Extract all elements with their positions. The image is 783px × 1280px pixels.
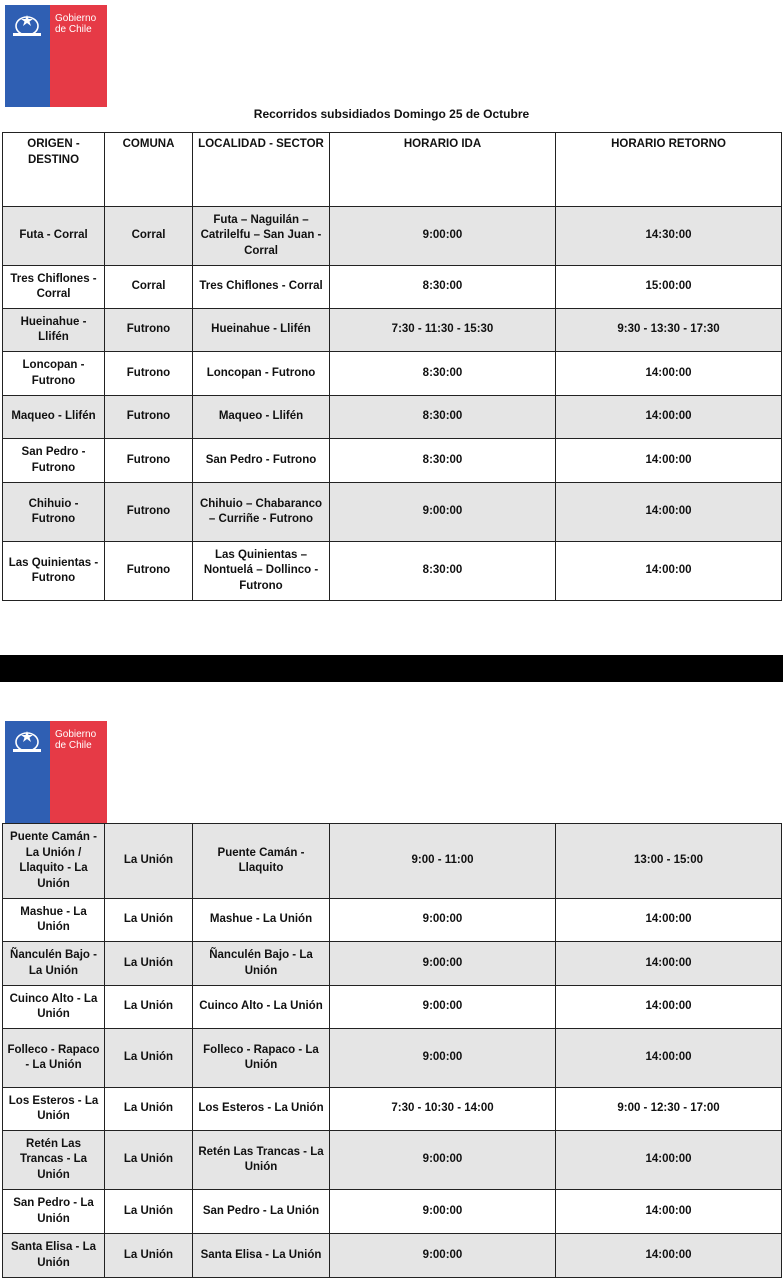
table-cell: 8:30:00 (330, 266, 556, 309)
table-cell: Los Esteros - La Unión (3, 1088, 105, 1131)
table-cell: La Unión (105, 899, 193, 942)
table-cell: 14:00:00 (556, 396, 782, 439)
table-cell: 14:00:00 (556, 986, 782, 1029)
table-cell: San Pedro - La Unión (3, 1190, 105, 1234)
table-cell: La Unión (105, 986, 193, 1029)
table-cell: Puente Camán - Llaquito (193, 824, 330, 899)
table-cell: Maqueo - Llifén (193, 396, 330, 439)
page-divider (0, 655, 783, 682)
table-cell: Tres Chiflones - Corral (3, 266, 105, 309)
table-cell: Corral (105, 207, 193, 266)
table-cell: 9:00:00 (330, 483, 556, 542)
table-cell: 8:30:00 (330, 439, 556, 483)
table-cell: 9:00:00 (330, 899, 556, 942)
table-cell: Futrono (105, 309, 193, 352)
table-cell: 8:30:00 (330, 542, 556, 601)
coat-of-arms-icon (9, 9, 45, 39)
table-cell: 14:30:00 (556, 207, 782, 266)
logo-text: Gobierno de Chile (50, 721, 107, 823)
table-cell: Mashue - La Unión (3, 899, 105, 942)
table-cell: La Unión (105, 1131, 193, 1190)
schedule-table-2 (2, 823, 782, 1278)
table-cell: 14:00:00 (556, 439, 782, 483)
table-cell: Hueinahue - Llifén (193, 309, 330, 352)
header-horario-ida: HORARIO IDA (330, 133, 556, 207)
table-cell: 14:00:00 (556, 1131, 782, 1190)
table-cell: Futrono (105, 542, 193, 601)
table-cell: Maqueo - Llifén (3, 396, 105, 439)
table-cell: 14:00:00 (556, 352, 782, 396)
table-cell: Cuinco Alto - La Unión (3, 986, 105, 1029)
table-cell: Ñanculén Bajo - La Unión (3, 942, 105, 986)
table-cell: 9:00 - 11:00 (330, 824, 556, 899)
table-cell: Puente Camán - La Unión / Llaquito - La Unión (3, 824, 105, 899)
table-cell: 14:00:00 (556, 483, 782, 542)
table-cell: Mashue - La Unión (193, 899, 330, 942)
table-cell: 15:00:00 (556, 266, 782, 309)
table-cell: 14:00:00 (556, 1234, 782, 1278)
table-cell: Futrono (105, 396, 193, 439)
table-cell: 9:00:00 (330, 986, 556, 1029)
table-cell: Tres Chiflones - Corral (193, 266, 330, 309)
table-cell: Retén Las Trancas - La Unión (3, 1131, 105, 1190)
table-cell: 8:30:00 (330, 352, 556, 396)
table-cell: Las Quinientas – Nontuelá – Dollinco - Futrono (193, 542, 330, 601)
coat-of-arms-icon (9, 725, 45, 755)
table-cell: La Unión (105, 1088, 193, 1131)
table-cell: 9:00:00 (330, 1029, 556, 1088)
table-cell: 14:00:00 (556, 899, 782, 942)
table-cell: 7:30 - 10:30 - 14:00 (330, 1088, 556, 1131)
page-title: Recorridos subsidiados Domingo 25 de Octubre (253, 107, 530, 121)
table-cell: La Unión (105, 1234, 193, 1278)
header-horario-retorno: HORARIO RETORNO (556, 133, 782, 207)
table-cell: La Unión (105, 824, 193, 899)
table-cell: 14:00:00 (556, 1190, 782, 1234)
table-cell: Chihuio – Chabaranco – Curriñe - Futrono (193, 483, 330, 542)
table-cell: Futa - Corral (3, 207, 105, 266)
table-cell: 14:00:00 (556, 942, 782, 986)
gobierno-logo-bottom (5, 721, 107, 823)
table-cell: Retén Las Trancas - La Unión (193, 1131, 330, 1190)
header-localidad-sector: LOCALIDAD - SECTOR (193, 133, 330, 207)
table-cell: Futrono (105, 439, 193, 483)
table-cell: San Pedro - La Unión (193, 1190, 330, 1234)
header-comuna: COMUNA (105, 133, 193, 207)
table-cell: 9:30 - 13:30 - 17:30 (556, 309, 782, 352)
page-gap (0, 682, 783, 722)
table-cell: Futrono (105, 352, 193, 396)
table-cell: 9:00 - 12:30 - 17:00 (556, 1088, 782, 1131)
table-cell: 14:00:00 (556, 1029, 782, 1088)
table-cell: 13:00 - 15:00 (556, 824, 782, 899)
table-cell: La Unión (105, 942, 193, 986)
table-cell: 9:00:00 (330, 207, 556, 266)
schedule-table-1 (2, 132, 782, 601)
table-cell: Los Esteros - La Unión (193, 1088, 330, 1131)
table-cell: 9:00:00 (330, 1131, 556, 1190)
table-cell: Futrono (105, 483, 193, 542)
table-cell: San Pedro - Futrono (193, 439, 330, 483)
table-cell: Folleco - Rapaco - La Unión (193, 1029, 330, 1088)
table-cell: Folleco - Rapaco - La Unión (3, 1029, 105, 1088)
table-cell: 9:00:00 (330, 1234, 556, 1278)
table-cell: 14:00:00 (556, 542, 782, 601)
table-cell: Santa Elisa - La Unión (193, 1234, 330, 1278)
table-cell: Santa Elisa - La Unión (3, 1234, 105, 1278)
table-cell: Ñanculén Bajo - La Unión (193, 942, 330, 986)
logo-text: Gobierno de Chile (50, 5, 107, 107)
table-cell: Hueinahue - Llifén (3, 309, 105, 352)
table-cell: 7:30 - 11:30 - 15:30 (330, 309, 556, 352)
table-cell: Futa – Naguilán – Catrilelfu – San Juan - Corral (193, 207, 330, 266)
table-cell: Chihuio - Futrono (3, 483, 105, 542)
table-cell: Loncopan - Futrono (193, 352, 330, 396)
table-cell: Las Quinientas - Futrono (3, 542, 105, 601)
table-cell: Cuinco Alto - La Unión (193, 986, 330, 1029)
table-cell: 8:30:00 (330, 396, 556, 439)
table-cell: Loncopan - Futrono (3, 352, 105, 396)
gobierno-logo-top (5, 5, 107, 107)
table-cell: 9:00:00 (330, 1190, 556, 1234)
table-cell: Corral (105, 266, 193, 309)
table-cell: La Unión (105, 1029, 193, 1088)
header-origen-destino: ORIGEN - DESTINO (3, 133, 105, 207)
table-cell: 9:00:00 (330, 942, 556, 986)
table-cell: San Pedro - Futrono (3, 439, 105, 483)
table-cell: La Unión (105, 1190, 193, 1234)
